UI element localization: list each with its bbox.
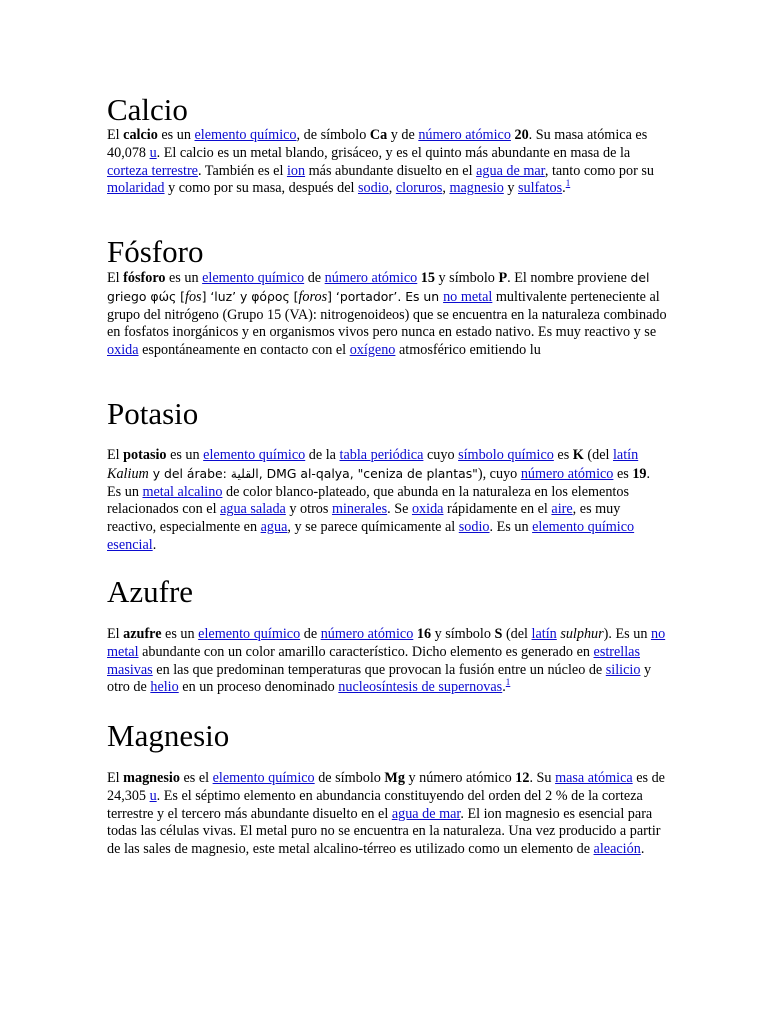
link-oxigeno[interactable]: oxígeno xyxy=(349,342,396,359)
text: . xyxy=(640,841,645,858)
text: , es muy reactivo, especialmente en xyxy=(107,501,621,536)
text: . xyxy=(562,180,566,197)
link-elemento-quimico-esencial[interactable]: elemento químico esencial xyxy=(107,519,635,553)
text: es un xyxy=(157,127,195,143)
link-no-metal[interactable]: no metal xyxy=(443,288,493,305)
etymology-text: del griego φώς [ xyxy=(107,270,650,304)
text: cuyo xyxy=(423,447,459,463)
link-oxida[interactable]: oxida xyxy=(411,501,444,518)
text: es un xyxy=(161,626,199,642)
link-u[interactable]: u xyxy=(149,787,157,804)
text: . El calcio es un metal blando, grisáceo, y es el quinto más abundante en masa de la xyxy=(156,144,631,161)
text: espontáneamente en contacto con el xyxy=(138,342,350,359)
text: y símbolo xyxy=(431,626,495,642)
link-elemento-quimico[interactable]: elemento químico xyxy=(198,626,301,642)
text: es xyxy=(553,447,573,463)
link-silicio[interactable]: silicio xyxy=(605,661,641,678)
text: . Es un xyxy=(107,465,651,500)
link-aire[interactable]: aire xyxy=(551,501,573,518)
link-sodio[interactable]: sodio xyxy=(458,519,490,536)
text: multivalente perteneciente al grupo del nitrógeno (Grupo 15 (VA): nitrogenoideos) que se encuentra en la naturaleza combinado en fosfatos inorgánicos y en organismos vivos pero nunca en estado nativo. Es muy reactivo y se xyxy=(107,288,667,341)
link-agua-salada[interactable]: agua salada xyxy=(220,501,286,518)
text: El xyxy=(107,127,124,143)
text: y otro de xyxy=(107,661,652,696)
reference-link[interactable]: 1 xyxy=(505,677,511,688)
bold-term: potasio xyxy=(123,447,167,463)
text: es un xyxy=(166,447,204,463)
section-calcio xyxy=(107,93,667,198)
bold-symbol: Ca xyxy=(369,127,388,143)
text: en las que predominan temperaturas que provocan la fusión entre un núcleo de xyxy=(152,661,606,678)
paragraph-azufre xyxy=(107,626,667,697)
text: de la xyxy=(305,447,340,463)
link-agua[interactable]: agua xyxy=(260,519,288,536)
text: . También es el xyxy=(197,162,287,179)
link-elemento-quimico[interactable]: elemento químico xyxy=(202,270,305,286)
text: , xyxy=(442,180,450,197)
link-metal-alcalino[interactable]: metal alcalino xyxy=(142,483,223,500)
link-numero-atomico[interactable]: número atómico xyxy=(324,270,418,286)
link-ion[interactable]: ion xyxy=(286,162,306,179)
link-agua-de-mar[interactable]: agua de mar xyxy=(476,162,545,179)
bold-term: azufre xyxy=(123,626,162,642)
text: es un xyxy=(165,270,203,286)
reference-link[interactable]: 1 xyxy=(565,178,571,189)
paragraph-calcio xyxy=(107,127,667,198)
section-magnesio xyxy=(107,719,667,859)
link-numero-atomico[interactable]: número atómico xyxy=(320,626,414,642)
section-potasio xyxy=(107,397,667,555)
text: y otros xyxy=(285,501,332,518)
text: y símbolo xyxy=(434,270,499,286)
italic-term: sulphur xyxy=(560,626,604,642)
link-oxida[interactable]: oxida xyxy=(107,342,139,359)
heading-magnesio: Magnesio xyxy=(107,718,230,753)
section-fosforo xyxy=(107,235,667,360)
italic-term: fos xyxy=(185,288,202,305)
text: (del xyxy=(502,626,532,642)
text: (del xyxy=(583,447,613,463)
link-estrellas-masivas[interactable]: estrellas masivas xyxy=(107,643,640,678)
bold-number: 16 xyxy=(416,626,432,642)
bold-symbol: Mg xyxy=(384,770,405,786)
text: , y se parece químicamente al xyxy=(287,519,459,536)
text: . Su masa atómica es 40,078 xyxy=(107,127,648,161)
text: El xyxy=(107,626,124,642)
link-helio[interactable]: helio xyxy=(150,679,179,696)
text: abundante con un color amarillo característico. Dicho elemento es generado en xyxy=(138,643,594,660)
link-corteza-terrestre[interactable]: corteza terrestre xyxy=(107,162,198,179)
section-azufre xyxy=(107,575,667,697)
link-u[interactable]: u xyxy=(149,144,157,161)
text: . El ion magnesio es esencial para todas las células vivas. El metal puro no se encuentra en la naturaleza. Una vez producido a partir de las sales de magnesio, este metal alcalino-térreo es utilizado como un elemento de xyxy=(107,805,661,858)
link-numero-atomico[interactable]: número atómico xyxy=(520,465,614,482)
link-latin[interactable]: latín xyxy=(531,626,557,642)
text: . xyxy=(152,536,157,553)
link-sulfatos[interactable]: sulfatos xyxy=(518,180,563,197)
text: , de símbolo xyxy=(296,127,370,143)
text: . Es el séptimo elemento en abundancia constituyendo del orden del 2 % de la corteza terrestre y el tercero más abundante disuelto en el xyxy=(107,787,643,822)
text: rápidamente en el xyxy=(443,501,552,518)
text: . Se xyxy=(387,501,412,518)
text: más abundante disuelto en el xyxy=(305,162,477,179)
text: es el xyxy=(179,770,213,786)
text: y de xyxy=(387,127,419,143)
bold-term: fósforo xyxy=(123,270,166,286)
bold-term: calcio xyxy=(123,127,158,143)
link-elemento-quimico[interactable]: elemento químico xyxy=(194,127,297,143)
text: El xyxy=(107,447,124,463)
link-molaridad[interactable]: molaridad xyxy=(107,180,165,197)
text: en un proceso denominado xyxy=(178,679,339,696)
text: de xyxy=(300,626,321,642)
link-simbolo-quimico[interactable]: símbolo químico xyxy=(458,447,554,463)
link-no-metal[interactable]: no metal xyxy=(107,626,666,660)
text: de símbolo xyxy=(314,770,385,786)
text: y número atómico xyxy=(404,770,516,786)
link-sodio[interactable]: sodio xyxy=(358,180,389,197)
text: atmosférico emitiendo lu xyxy=(395,342,541,359)
link-magnesio[interactable]: magnesio xyxy=(449,180,504,197)
italic-term: Kalium xyxy=(107,465,149,482)
link-cloruros[interactable]: cloruros xyxy=(395,180,443,197)
text: . El nombre proviene xyxy=(507,270,631,286)
text: de color blanco-plateado, que abunda en la naturaleza en los elementos relacionados con el xyxy=(107,483,629,518)
paragraph-magnesio xyxy=(107,770,667,859)
bold-number: 19 xyxy=(632,465,647,482)
bold-term: magnesio xyxy=(123,770,180,786)
link-latin[interactable]: latín xyxy=(612,447,639,463)
text: . Su xyxy=(529,770,556,786)
link-elemento-quimico[interactable]: elemento químico xyxy=(203,447,306,463)
link-agua-de-mar[interactable]: agua de mar xyxy=(391,805,461,822)
italic-term: foros xyxy=(298,288,328,305)
text: . Es un xyxy=(489,519,533,536)
link-elemento-quimico[interactable]: elemento químico xyxy=(212,770,315,786)
text: . xyxy=(502,679,506,696)
text: El xyxy=(107,270,124,286)
etymology-text: ] ‘luz’ y φόρος [ xyxy=(201,288,299,304)
text: ), cuyo xyxy=(477,465,521,482)
link-tabla-periodica[interactable]: tabla periódica xyxy=(339,447,424,463)
text: , tanto como por su xyxy=(544,162,654,179)
text: de xyxy=(304,270,325,286)
paragraph-fosforo xyxy=(107,269,667,360)
link-numero-atomico[interactable]: número atómico xyxy=(418,127,511,143)
link-nucleosintesis[interactable]: nucleosíntesis de supernovas xyxy=(338,679,503,696)
etymology-text: y del árabe: القلية, DMG al-qalya, "ceniza de plantas" xyxy=(148,465,478,481)
text: ). Es un xyxy=(603,626,651,642)
bold-symbol: S xyxy=(494,626,503,642)
text: es de 24,305 xyxy=(107,770,665,804)
bold-symbol: P xyxy=(498,270,508,286)
etymology-text: ] ‘portador’. Es un xyxy=(327,288,444,304)
heading-calcio: Calcio xyxy=(107,92,188,127)
link-aleacion[interactable]: aleación xyxy=(593,841,641,858)
bold-number: 12 xyxy=(515,770,530,786)
heading-fosforo: Fósforo xyxy=(107,234,204,269)
text: es xyxy=(613,465,633,482)
text: , xyxy=(388,180,396,197)
link-masa-atomica[interactable]: masa atómica xyxy=(555,770,633,786)
heading-potasio: Potasio xyxy=(107,396,199,431)
text: y como por su masa, después del xyxy=(164,180,358,197)
bold-number: 20 xyxy=(514,127,529,143)
bold-number: 15 xyxy=(420,270,435,286)
heading-azufre: Azufre xyxy=(107,574,194,609)
text: El xyxy=(107,770,124,786)
link-minerales[interactable]: minerales xyxy=(331,501,388,518)
text: y xyxy=(503,180,518,197)
paragraph-potasio xyxy=(107,447,667,555)
bold-symbol: K xyxy=(572,447,584,463)
